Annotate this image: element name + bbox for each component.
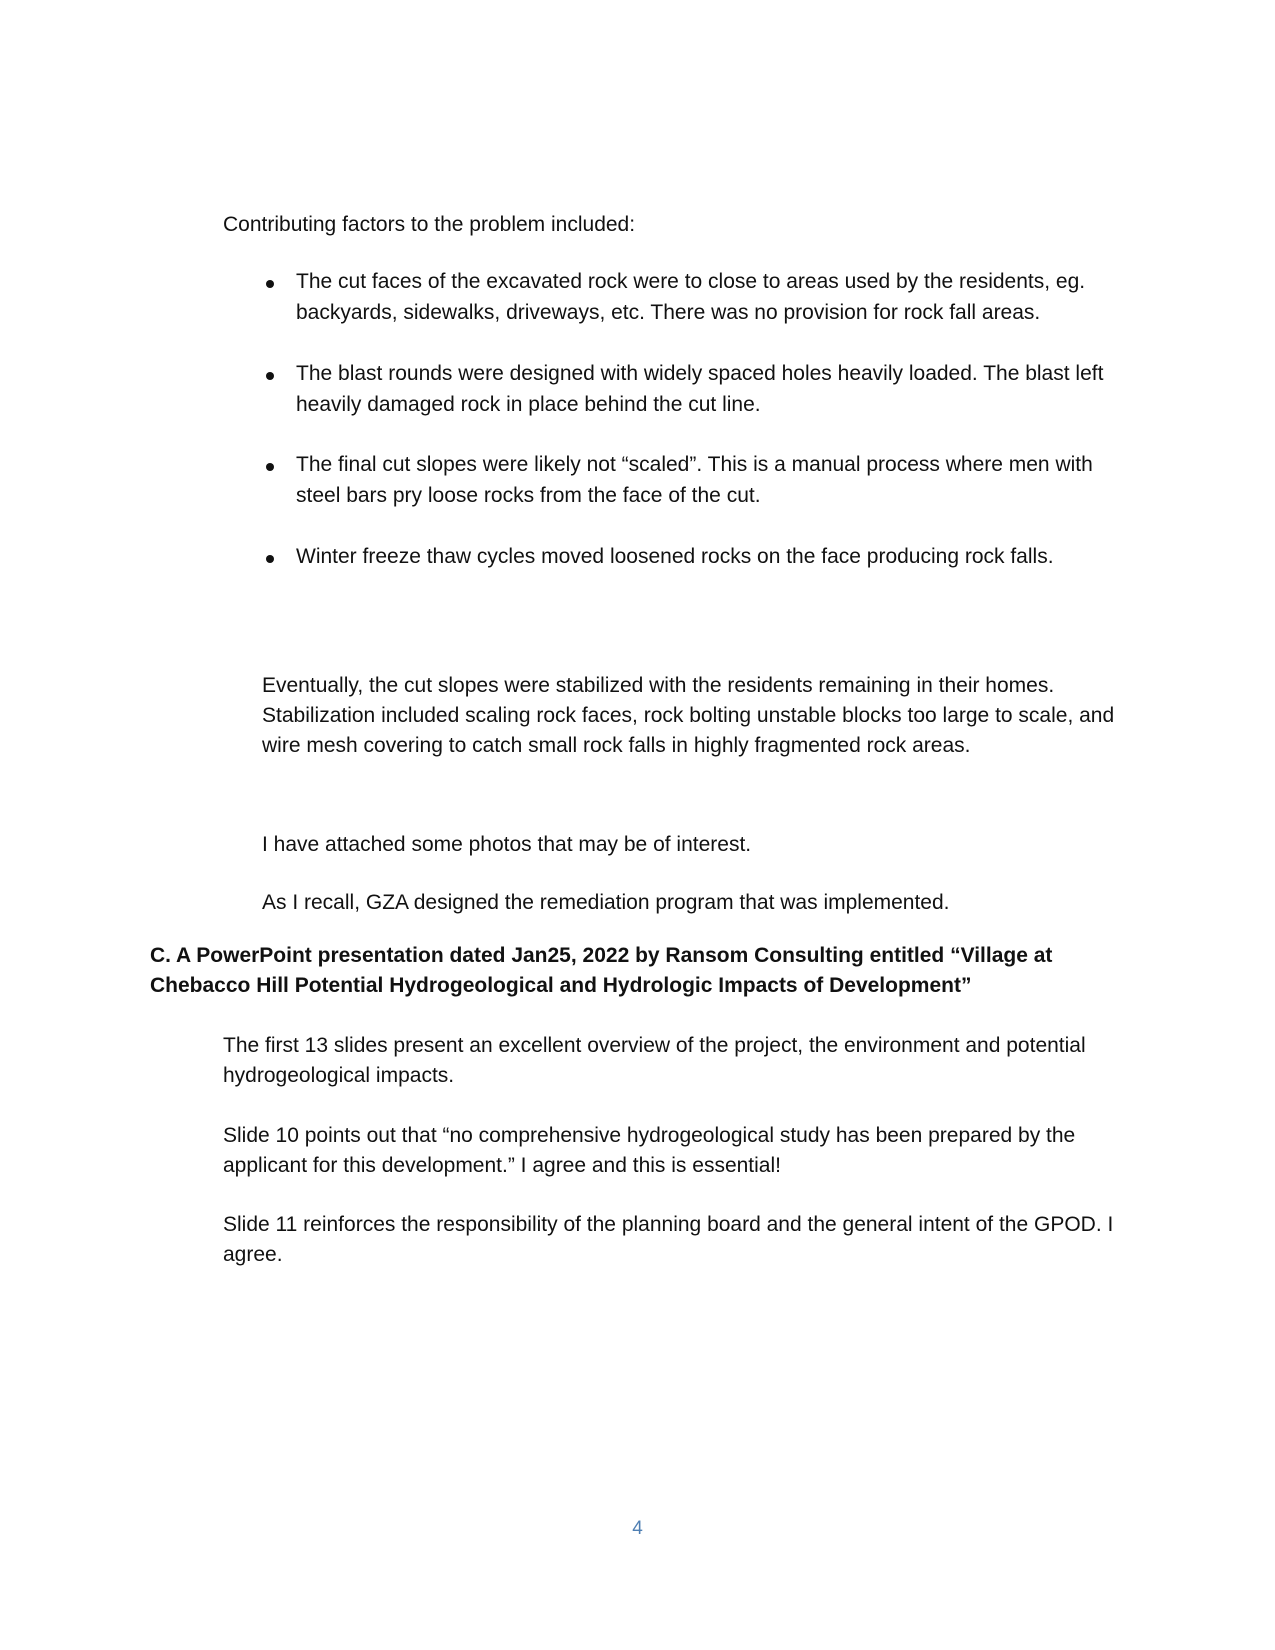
gza-paragraph: As I recall, GZA designed the remediation program that was implemented. bbox=[262, 891, 950, 914]
bullet-icon bbox=[266, 463, 274, 471]
intro-paragraph: Contributing factors to the problem included: bbox=[223, 213, 636, 236]
section-c-heading: C. A PowerPoint presentation dated Jan25, 2022 by Ransom Consulting entitled “Village at Chebacco Hill Potential Hydrogeological and Hydrologic Impacts of Development” bbox=[150, 944, 1053, 997]
slide-10-paragraph: Slide 10 points out that “no comprehensive hydrogeological study has been prepared by the applicant for this development.” I agree and this is essential! bbox=[223, 1124, 1076, 1177]
stabilization-paragraph: Eventually, the cut slopes were stabilized with the residents remaining in their homes. Stabilization included scaling rock faces, rock bolting unstable blocks too large to scale, and wire mesh covering to catch small rock falls in highly fragmented rock areas. bbox=[262, 674, 1115, 757]
slide-11-paragraph: Slide 11 reinforces the responsibility of the planning board and the general intent of the GPOD. I agree. bbox=[223, 1213, 1114, 1266]
page-number: 4 bbox=[632, 1518, 643, 1539]
contributing-factors-list bbox=[258, 267, 1118, 573]
list-item: The cut faces of the excavated rock were to close to areas used by the residents, eg. backyards, sidewalks, driveways, etc. There was no provision for rock fall areas. bbox=[258, 267, 1118, 328]
photos-paragraph: I have attached some photos that may be of interest. bbox=[262, 833, 752, 856]
list-item: Winter freeze thaw cycles moved loosened rocks on the face producing rock falls. bbox=[258, 542, 1118, 573]
bullet-icon bbox=[266, 555, 274, 563]
list-item: The final cut slopes were likely not “scaled”. This is a manual process where men with steel bars pry loose rocks from the face of the cut. bbox=[258, 450, 1118, 511]
list-item: The blast rounds were designed with widely spaced holes heavily loaded. The blast left heavily damaged rock in place behind the cut line. bbox=[258, 359, 1118, 420]
bullet-icon bbox=[266, 372, 274, 380]
first-13-slides-paragraph: The first 13 slides present an excellent overview of the project, the environment and potential hydrogeological impacts. bbox=[223, 1034, 1086, 1087]
bullet-icon bbox=[266, 280, 274, 288]
